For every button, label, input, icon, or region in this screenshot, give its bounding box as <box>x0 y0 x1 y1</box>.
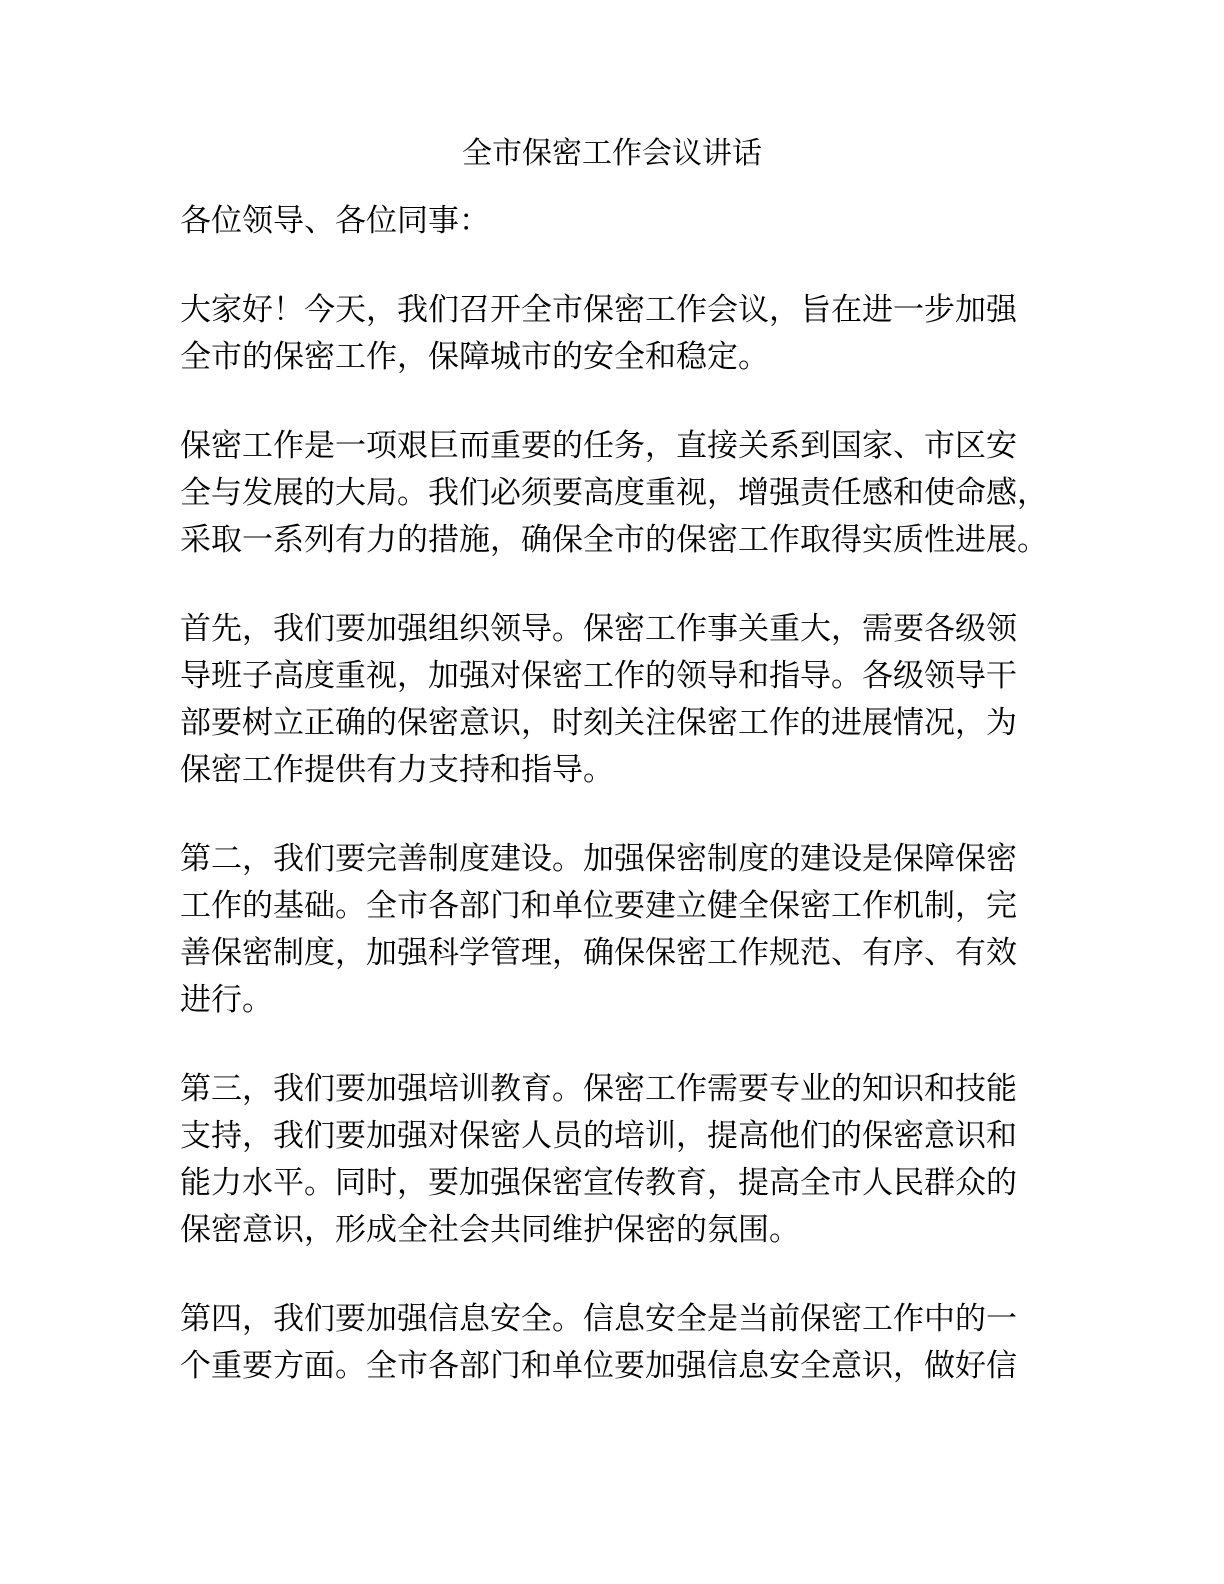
text-line: 保密意识，形成全社会共同维护保密的氛围。 <box>180 1212 800 1248</box>
importance-paragraph <box>180 423 1060 564</box>
text-line: 导班子高度重视，加强对保密工作的领导和指导。各级领导干 <box>180 658 1017 694</box>
second-point-paragraph <box>180 836 1060 1024</box>
first-point-paragraph <box>180 606 1060 794</box>
document-title: 全市保密工作会议讲话 <box>462 136 762 171</box>
third-point-paragraph <box>180 1066 1060 1254</box>
text-line: 第三，我们要加强培训教育。保密工作需要专业的知识和技能 <box>180 1071 1017 1107</box>
document-body <box>180 198 1060 1432</box>
text-line: 大家好！今天，我们召开全市保密工作会议，旨在进一步加强 <box>180 292 1017 328</box>
text-line: 支持，我们要加强对保密人员的培训，提高他们的保密意识和 <box>180 1118 1017 1154</box>
text-line: 保密工作提供有力支持和指导。 <box>180 752 614 788</box>
text-line: 工作的基础。全市各部门和单位要建立健全保密工作机制，完 <box>180 888 1017 924</box>
text-line: 部要树立正确的保密意识，时刻关注保密工作的进展情况，为 <box>180 705 1017 741</box>
text-line: 进行。 <box>180 982 273 1018</box>
text-line: 各位领导、各位同事： <box>180 203 490 239</box>
text-line: 保密工作是一项艰巨而重要的任务，直接关系到国家、市区安 <box>180 428 1017 464</box>
text-line: 第四，我们要加强信息安全。信息安全是当前保密工作中的一 <box>180 1301 1017 1337</box>
text-line: 全与发展的大局。我们必须要高度重视，增强责任感和使命感， <box>180 475 1048 511</box>
text-line: 全市的保密工作，保障城市的安全和稳定。 <box>180 339 769 375</box>
text-line: 能力水平。同时，要加强保密宣传教育，提高全市人民群众的 <box>180 1165 1017 1201</box>
fourth-point-paragraph <box>180 1296 1060 1390</box>
text-line: 个重要方面。全市各部门和单位要加强信息安全意识，做好信 <box>180 1348 1017 1384</box>
greeting-paragraph <box>180 198 1060 245</box>
text-line: 首先，我们要加强组织领导。保密工作事关重大，需要各级领 <box>180 611 1017 647</box>
text-line: 第二，我们要完善制度建设。加强保密制度的建设是保障保密 <box>180 841 1017 877</box>
text-line: 善保密制度，加强科学管理，确保保密工作规范、有序、有效 <box>180 935 1017 971</box>
text-line: 采取一系列有力的措施，确保全市的保密工作取得实质性进展。 <box>180 522 1048 558</box>
opening-paragraph <box>180 287 1060 381</box>
